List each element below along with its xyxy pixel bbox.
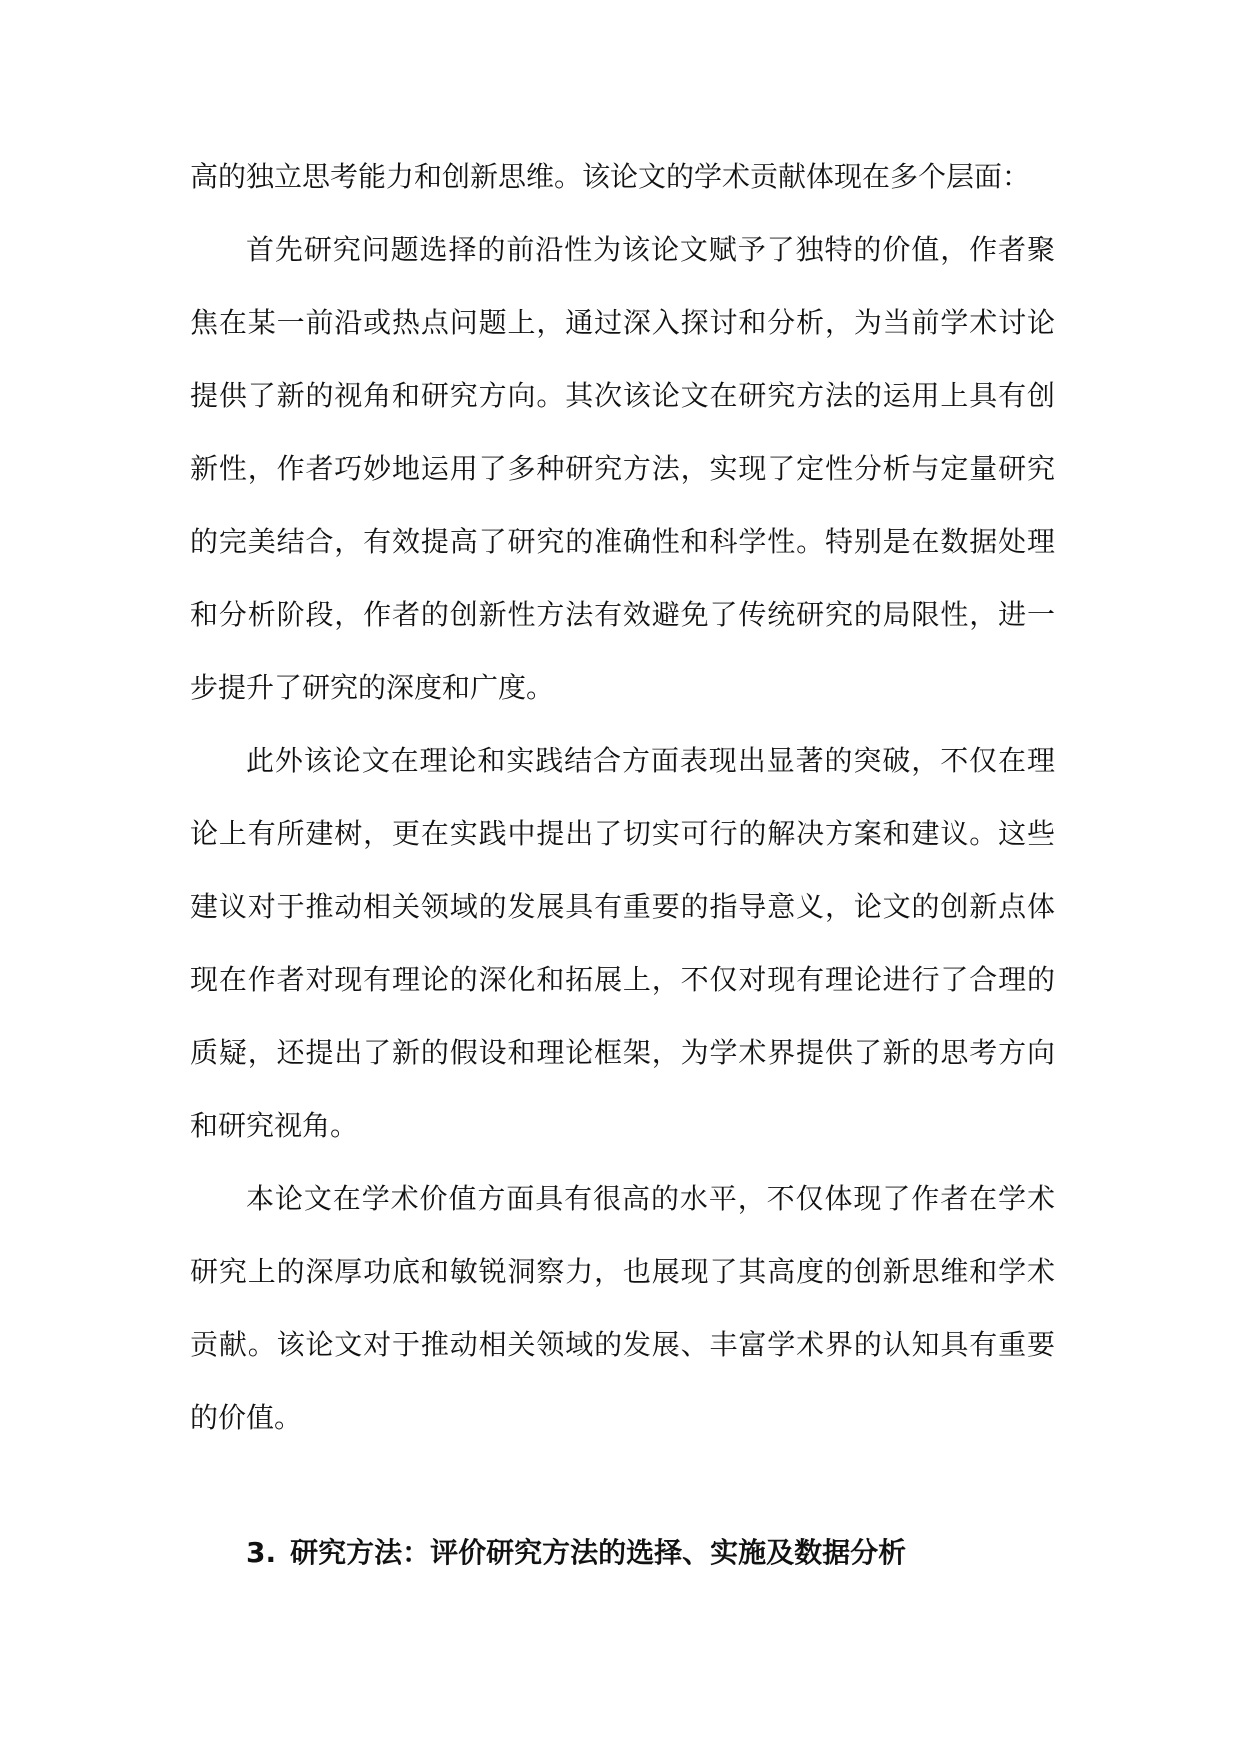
paragraph-academic-value: 本论文在学术价值方面具有很高的水平，不仅体现了作者在学术研究上的深厚功底和敏锐洞察力，也展现了其高度的创新思维和学术贡献。该论文对于推动相关领域的发展、丰富学术界的认知具有重要的价值。 (190, 1182, 1055, 1434)
section-heading-number: 3. (246, 1536, 277, 1569)
paragraph-theory-practice: 此外该论文在理论和实践结合方面表现出显著的突破，不仅在理论上有所建树，更在实践中提出了切实可行的解决方案和建议。这些建议对于推动相关领域的发展具有重要的指导意义，论文的创新点体现在作者对现有理论的深化和拓展上，不仅对现有理论进行了合理的质疑，还提出了新的假设和理论框架，为学术界提供了新的思考方向和研究视角。 (190, 744, 1055, 1142)
section-heading (246, 1533, 906, 1573)
section-heading-text: 研究方法：评价研究方法的选择、实施及数据分析 (290, 1536, 907, 1569)
paragraph-research-question: 首先研究问题选择的前沿性为该论文赋予了独特的价值，作者聚焦在某一前沿或热点问题上，通过深入探讨和分析，为当前学术讨论提供了新的视角和研究方向。其次该论文在研究方法的运用上具有创新性，作者巧妙地运用了多种研究方法，实现了定性分析与定量研究的完美结合，有效提高了研究的准确性和科学性。特别是在数据处理和分析阶段，作者的创新性方法有效避免了传统研究的局限性，进一步提升了研究的深度和广度。 (190, 233, 1055, 704)
paragraph-continuation: 高的独立思考能力和创新思维。该论文的学术贡献体现在多个层面： (190, 160, 1031, 193)
document-body (190, 140, 1055, 1454)
